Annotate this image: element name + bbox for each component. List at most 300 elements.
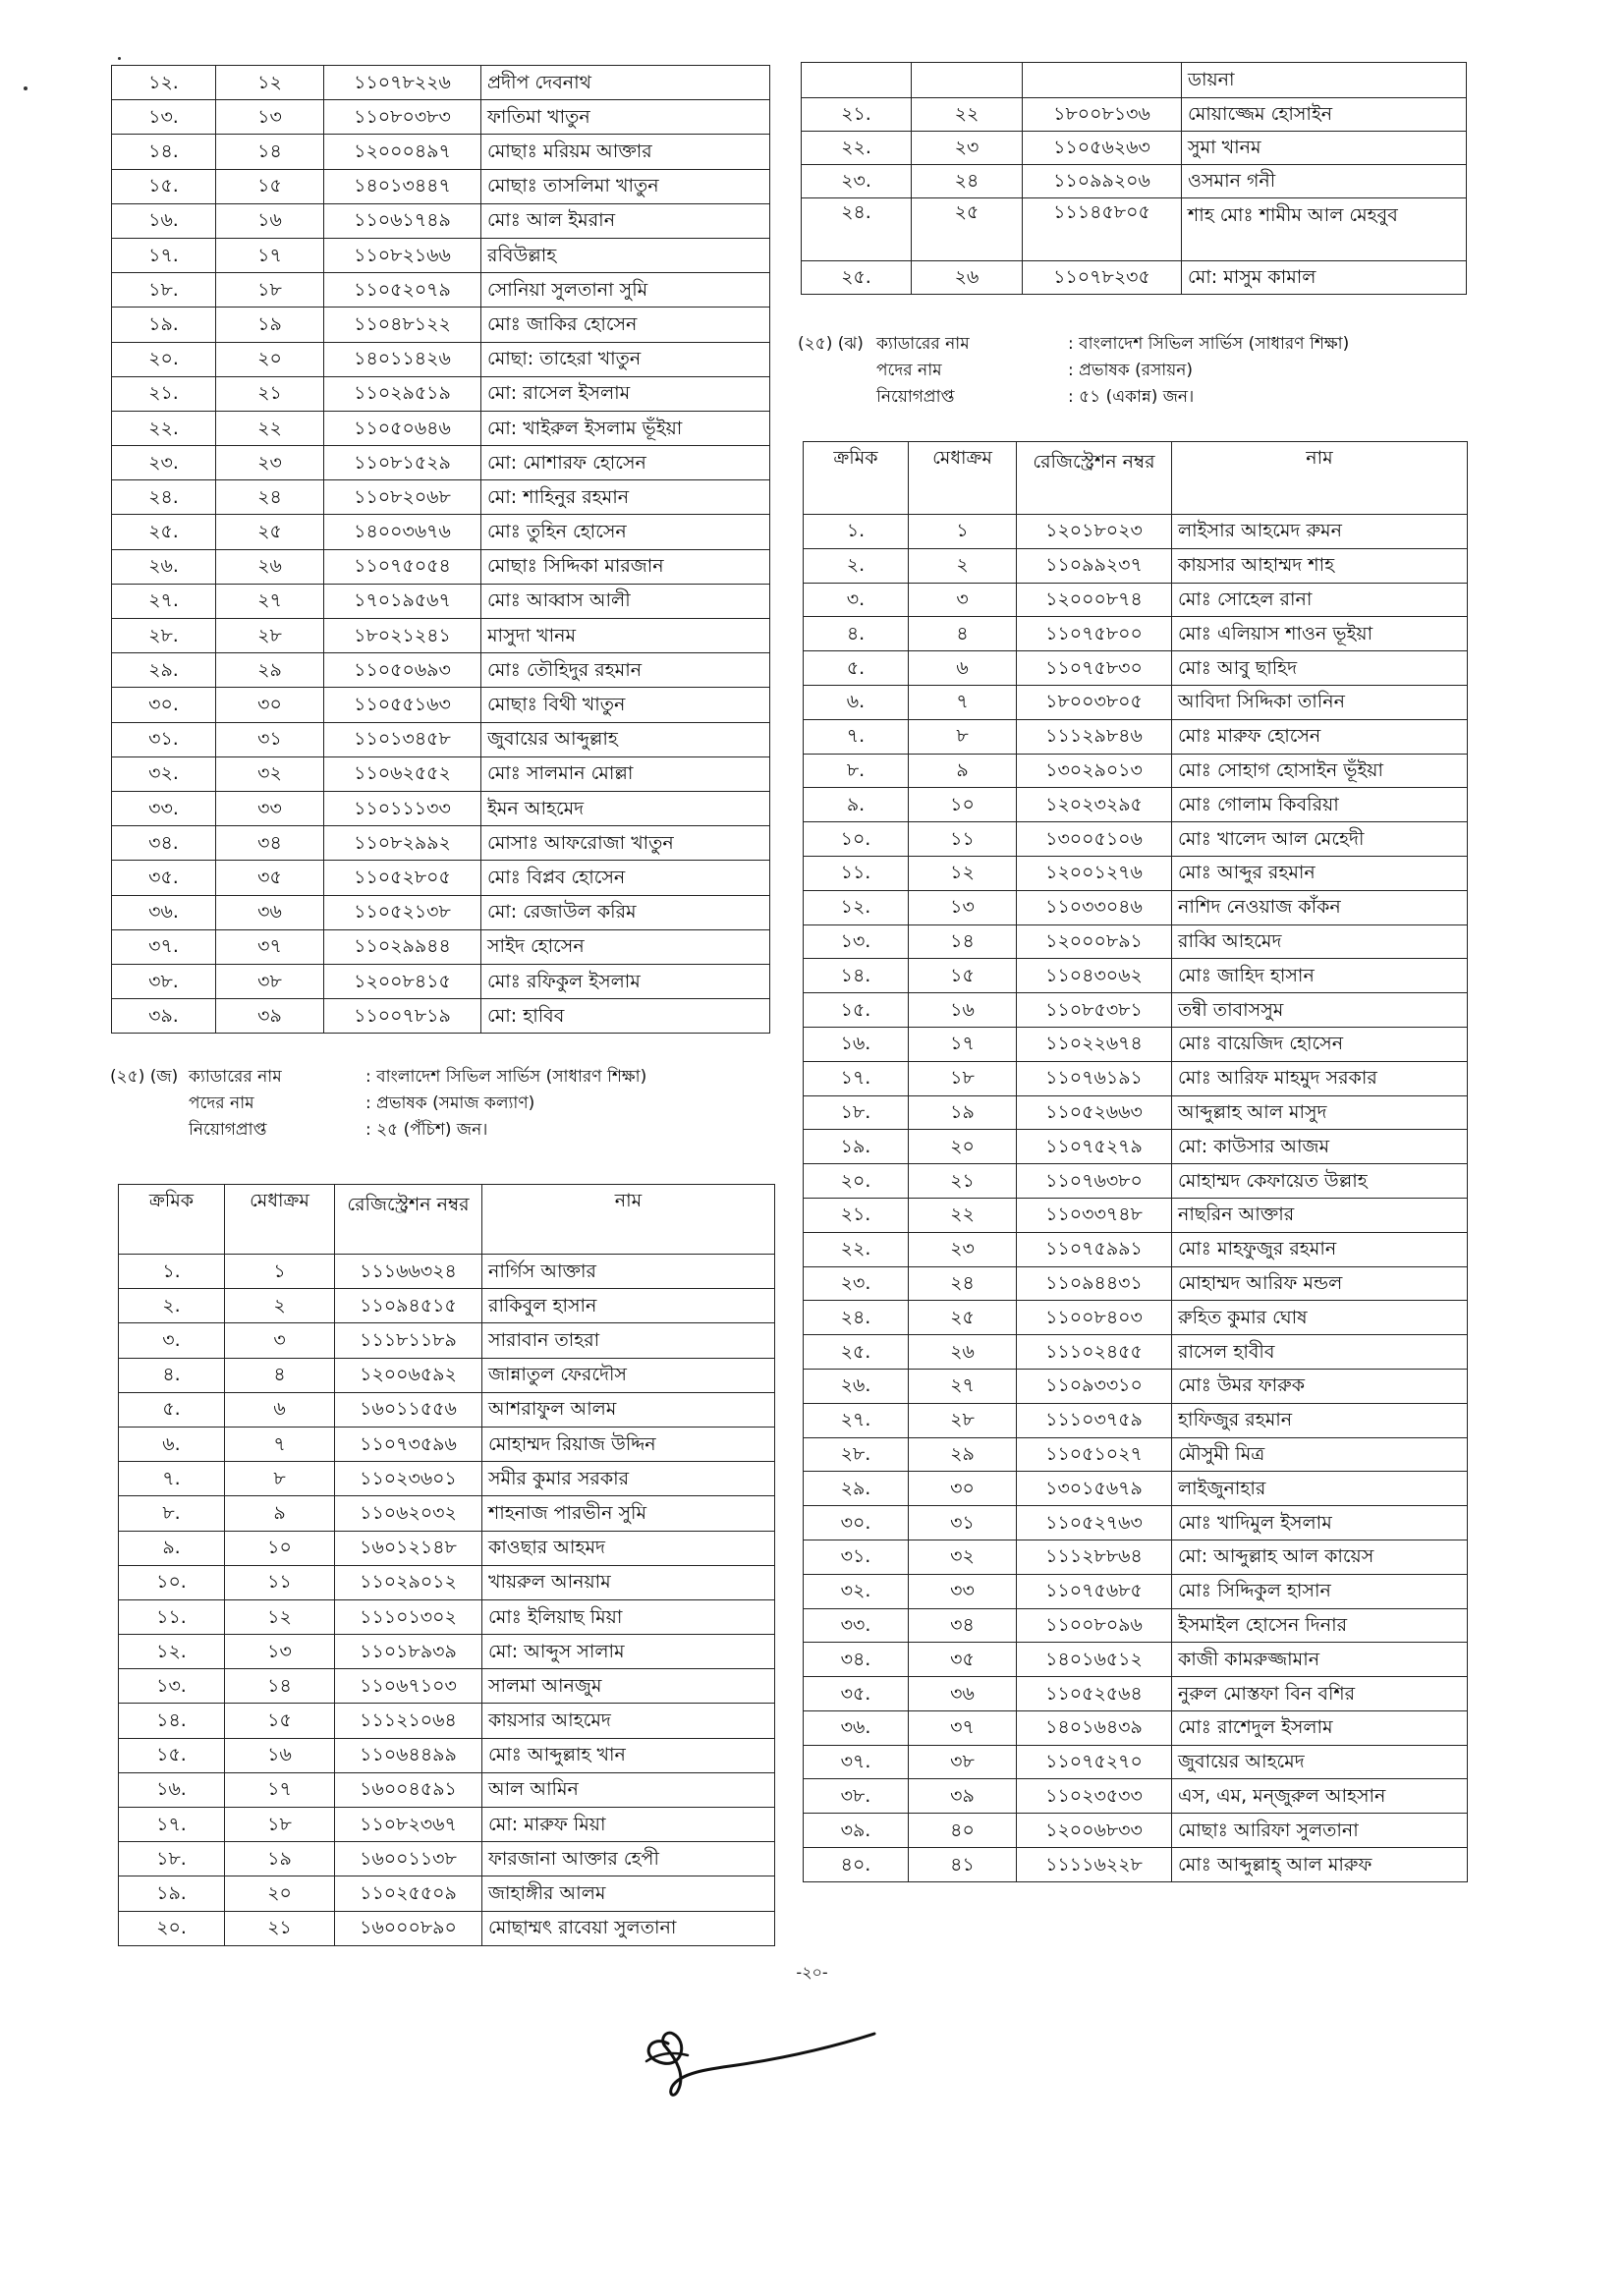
- table-row: [804, 1198, 1468, 1232]
- serial-cell: ৩৭.: [112, 929, 216, 964]
- serial-cell: ১০.: [119, 1565, 225, 1599]
- table-row: [112, 308, 770, 342]
- merit-cell: ৪১: [909, 1848, 1017, 1882]
- name-cell: মোসাঃ আফরোজা খাতুন: [481, 826, 770, 861]
- table-header-row: [804, 442, 1468, 515]
- table-row: [119, 1842, 775, 1876]
- merit-cell: ৩০: [909, 1472, 1017, 1506]
- merit-cell: ২৪: [216, 480, 324, 515]
- name-cell: মোছাঃ বিথী খাতুন: [481, 688, 770, 722]
- merit-cell: ১৮: [909, 1061, 1017, 1095]
- registration-cell: ১১০২৯০১২: [335, 1565, 482, 1599]
- serial-cell: ৪.: [119, 1358, 225, 1392]
- table-row: [804, 583, 1468, 617]
- serial-cell: ২৪.: [804, 1301, 909, 1335]
- registration-cell: ১১০৫২১৩৮: [324, 895, 481, 929]
- table-row: [112, 169, 770, 203]
- registration-cell: ১১১২৯৮৪৬: [1017, 719, 1172, 754]
- name-cell: মোঃ রফিকুল ইসলাম: [481, 964, 770, 998]
- registration-cell: ১১০৬২৫৫২: [324, 756, 481, 791]
- cadre-value: : বাংলাদেশ সিভিল সার্ভিস (সাধারণ শিক্ষা): [1068, 334, 1350, 354]
- registration-cell: ১১০৭৫৬৮৫: [1017, 1574, 1172, 1608]
- registration-cell: ১১১১৬২২৮: [1017, 1848, 1172, 1882]
- name-cell: রুহিত কুমার ঘোষ: [1172, 1301, 1468, 1335]
- table-row: [804, 1574, 1468, 1608]
- registration-cell: ১১০৫২০৭৯: [324, 273, 481, 308]
- merit-cell: ৩৫: [909, 1643, 1017, 1677]
- table-row: [119, 1531, 775, 1565]
- table-row: [804, 993, 1468, 1028]
- registration-cell: ১১০৯৪৫১৫: [335, 1289, 482, 1323]
- right-top-table: [801, 62, 1467, 295]
- table-row: [802, 132, 1467, 165]
- name-cell: মৌসুমী মিত্র: [1172, 1437, 1468, 1472]
- merit-cell: ৩৬: [909, 1677, 1017, 1711]
- registration-cell: ১২০০৮৪১৫: [324, 964, 481, 998]
- merit-cell: ১৭: [216, 238, 324, 272]
- table-row: [112, 964, 770, 998]
- name-cell: জাহাঙ্গীর আলম: [482, 1876, 775, 1911]
- registration-cell: ১১০৫৬২৬৩: [1023, 132, 1182, 165]
- registration-cell: ১১০৭৫৯৯১: [1017, 1232, 1172, 1266]
- name-cell: তন্বী তাবাসসুম: [1172, 993, 1468, 1028]
- registration-cell: ১১০৫২৬৬৩: [1017, 1095, 1172, 1130]
- merit-cell: ৬: [225, 1392, 335, 1427]
- table-row: [112, 100, 770, 135]
- merit-cell: ১: [909, 515, 1017, 549]
- merit-cell: ৪: [225, 1358, 335, 1392]
- merit-cell: ৩৪: [909, 1608, 1017, 1643]
- name-cell: মোঃ খালেদ আল মেহেদী: [1172, 822, 1468, 857]
- name-cell: সোনিয়া সুলতানা সুমি: [481, 273, 770, 308]
- serial-cell: ২৬.: [804, 1369, 909, 1403]
- serial-cell: ১৬.: [112, 203, 216, 238]
- cadre-value: : বাংলাদেশ সিভিল সার্ভিস (সাধারণ শিক্ষা): [365, 1067, 647, 1087]
- serial-cell: ৩৭.: [804, 1745, 909, 1779]
- serial-cell: ১২.: [804, 890, 909, 924]
- registration-cell: ১২০২৩২৯৫: [1017, 788, 1172, 822]
- column-header: নাম: [482, 1185, 775, 1255]
- merit-cell: ৩: [225, 1323, 335, 1358]
- name-cell: মোছা: তাহেরা খাতুন: [481, 342, 770, 376]
- registration-cell: ১৩০১৫৬৭৯: [1017, 1472, 1172, 1506]
- serial-cell: ৩.: [804, 583, 909, 617]
- name-cell: মোহাম্মদ কেফায়েত উল্লাহ: [1172, 1164, 1468, 1199]
- table-row: [112, 826, 770, 861]
- serial-cell: ১৭.: [119, 1808, 225, 1842]
- serial-cell: ১৩.: [119, 1669, 225, 1704]
- registration-cell: ১১০৭৬৩৮০: [1017, 1164, 1172, 1199]
- name-cell: মোছাঃ আরিফা সুলতানা: [1172, 1814, 1468, 1848]
- merit-cell: ২৩: [912, 132, 1023, 165]
- merit-cell: ২১: [909, 1164, 1017, 1199]
- serial-cell: ৩১.: [112, 722, 216, 756]
- serial-cell: ২৪.: [112, 480, 216, 515]
- left-top-table: [111, 65, 770, 1034]
- table-row: [804, 1095, 1468, 1130]
- serial-cell: ২.: [119, 1289, 225, 1323]
- name-cell: সমীর কুমার সরকার: [482, 1462, 775, 1496]
- serial-cell: ৩২.: [112, 756, 216, 791]
- merit-cell: ৩৩: [216, 791, 324, 825]
- table-row: [804, 1164, 1468, 1199]
- table-row: [804, 548, 1468, 583]
- serial-cell: ৩৬.: [804, 1710, 909, 1745]
- name-cell: কাওছার আহমদ: [482, 1531, 775, 1565]
- serial-cell: ৩৮.: [804, 1779, 909, 1814]
- name-cell: আশরাফুল আলম: [482, 1392, 775, 1427]
- table-row: [804, 1506, 1468, 1540]
- table-row: [112, 342, 770, 376]
- registration-cell: ১১০৮৫৩৮১: [1017, 993, 1172, 1028]
- serial-cell: ১৫.: [804, 993, 909, 1028]
- table-row: [804, 1540, 1468, 1574]
- merit-cell: ১৮: [216, 273, 324, 308]
- registration-cell: ১১০২২৬৭৪: [1017, 1027, 1172, 1061]
- registration-cell: ১৪০১৬৪৩৯: [1017, 1710, 1172, 1745]
- name-cell: হাফিজুর রহমান: [1172, 1403, 1468, 1437]
- column-header: রেজিস্ট্রেশন নম্বর: [335, 1185, 482, 1255]
- merit-cell: ১: [225, 1255, 335, 1289]
- name-cell: কায়সার আহমেদ: [482, 1704, 775, 1738]
- registration-cell: ১১০৯৪৪৩১: [1017, 1266, 1172, 1301]
- table-row: [119, 1496, 775, 1531]
- registration-cell: ১১০৫৫১৬৩: [324, 688, 481, 722]
- merit-cell: ২৪: [909, 1266, 1017, 1301]
- merit-cell: ৮: [909, 719, 1017, 754]
- serial-cell: ১৪.: [112, 135, 216, 169]
- name-cell: মোঃ বিপ্লব হোসেন: [481, 861, 770, 895]
- table-row: [119, 1911, 775, 1945]
- merit-cell: ৪০: [909, 1814, 1017, 1848]
- merit-cell: ৯: [225, 1496, 335, 1531]
- registration-cell: ১১১৪৫৮০৫: [1023, 198, 1182, 261]
- registration-cell: ১১০৪৮১২২: [324, 308, 481, 342]
- name-cell: সারাবান তাহরা: [482, 1323, 775, 1358]
- registration-cell: ১২০০১২৭৬: [1017, 856, 1172, 890]
- name-cell: মো: খাইরুল ইসলাম ভূঁইয়া: [481, 411, 770, 445]
- name-cell: মোঃ আব্দুল্লাহ খান: [482, 1738, 775, 1772]
- registration-cell: ১৩০০৫১০৬: [1017, 822, 1172, 857]
- merit-cell: ১৪: [225, 1669, 335, 1704]
- name-cell: মাসুদা খানম: [481, 619, 770, 653]
- post-label: পদের নাম: [189, 1093, 254, 1113]
- merit-cell: ২৭: [909, 1369, 1017, 1403]
- merit-cell: ১৭: [225, 1772, 335, 1807]
- name-cell: নাশিদ নেওয়াজ কাঁকন: [1172, 890, 1468, 924]
- registration-cell: ১১০৫০৬৪৬: [324, 411, 481, 445]
- table-row: [112, 549, 770, 584]
- name-cell: এস, এম, মন্জুরুল আহসান: [1172, 1779, 1468, 1814]
- registration-cell: ১১০২৯৯৪৪: [324, 929, 481, 964]
- merit-cell: ৬: [909, 651, 1017, 686]
- serial-cell: ৮.: [804, 754, 909, 788]
- table-row: [119, 1808, 775, 1842]
- registration-cell: ১১০৬২০৩২: [335, 1496, 482, 1531]
- table-row: [112, 688, 770, 722]
- name-cell: মো: হাবিব: [481, 999, 770, 1034]
- serial-cell: ২২.: [112, 411, 216, 445]
- serial-cell: ২৯.: [804, 1472, 909, 1506]
- name-cell: সুমা খানম: [1182, 132, 1467, 165]
- table-row: [112, 515, 770, 549]
- merit-cell: ৩১: [909, 1506, 1017, 1540]
- name-cell: ইমন আহমেদ: [481, 791, 770, 825]
- table-row: [112, 411, 770, 445]
- serial-cell: ২১.: [112, 376, 216, 411]
- table-row: [112, 756, 770, 791]
- cadre-label: ক্যাডারের নাম: [876, 334, 970, 354]
- name-cell: মোঃ গোলাম কিবরিয়া: [1172, 788, 1468, 822]
- table-row: [804, 856, 1468, 890]
- registration-cell: ১১০৮২০৬৮: [324, 480, 481, 515]
- serial-cell: ২০.: [119, 1911, 225, 1945]
- serial-cell: ২০.: [112, 342, 216, 376]
- registration-cell: ১১১০৩৭৫৯: [1017, 1403, 1172, 1437]
- registration-cell: ১১০৮২৯৯২: [324, 826, 481, 861]
- table-row: [802, 261, 1467, 295]
- name-cell: মোঃ সালমান মোল্লা: [481, 756, 770, 791]
- table-row: [804, 1472, 1468, 1506]
- serial-cell: ১২.: [119, 1635, 225, 1669]
- name-cell: মো: রাসেল ইসলাম: [481, 376, 770, 411]
- table-row: [804, 1301, 1468, 1335]
- registration-cell: ১৬০১১৫৫৬: [335, 1392, 482, 1427]
- serial-cell: ১১.: [119, 1599, 225, 1634]
- merit-cell: ৩২: [216, 756, 324, 791]
- table-row: [804, 1848, 1468, 1882]
- serial-cell: ৫.: [119, 1392, 225, 1427]
- merit-cell: ২২: [909, 1198, 1017, 1232]
- serial-cell: ৩৯.: [112, 999, 216, 1034]
- name-cell: মোঃ খাদিমুল ইসলাম: [1172, 1506, 1468, 1540]
- registration-cell: ১১০৭৫৮৩০: [1017, 651, 1172, 686]
- column-header: নাম: [1172, 442, 1468, 515]
- column-header: ক্রমিক: [804, 442, 909, 515]
- serial-cell: ২১.: [802, 98, 912, 132]
- table-row: [804, 1369, 1468, 1403]
- serial-cell: ৩২.: [804, 1574, 909, 1608]
- table-row: [804, 890, 1468, 924]
- merit-cell: ২৩: [216, 446, 324, 480]
- name-cell: মোঃ মাহফুজুর রহমান: [1172, 1232, 1468, 1266]
- serial-cell: ১৫.: [112, 169, 216, 203]
- registration-cell: ১১১৮১১৮৯: [335, 1323, 482, 1358]
- merit-cell: ১২: [216, 66, 324, 100]
- name-cell: মোঃ আল ইমরান: [481, 203, 770, 238]
- table-row: [804, 1745, 1468, 1779]
- serial-cell: ৯.: [119, 1531, 225, 1565]
- table-row: [112, 273, 770, 308]
- registration-cell: ১১০৭৬১৯১: [1017, 1061, 1172, 1095]
- count-label: নিয়োগপ্রাপ্ত: [189, 1120, 267, 1140]
- registration-cell: ১১০৭৫০৫৪: [324, 549, 481, 584]
- serial-cell: ৩০.: [804, 1506, 909, 1540]
- serial-cell: ২৫.: [112, 515, 216, 549]
- registration-cell: ১৪০১১৪২৬: [324, 342, 481, 376]
- table-row: [804, 754, 1468, 788]
- name-cell: আব্দুল্লাহ আল মাসুদ: [1172, 1095, 1468, 1130]
- name-cell: জুবায়ের আহমেদ: [1172, 1745, 1468, 1779]
- merit-cell: ২৮: [909, 1403, 1017, 1437]
- serial-cell: ২০.: [804, 1164, 909, 1199]
- registration-cell: ১১১০২৪৫৫: [1017, 1335, 1172, 1370]
- registration-cell: ১১০৫২৫৬৪: [1017, 1677, 1172, 1711]
- table-row: [112, 861, 770, 895]
- registration-cell: ১১০৭৮২২৬: [324, 66, 481, 100]
- merit-cell: ২৪: [912, 165, 1023, 198]
- registration-cell: ১২০০০৮৯১: [1017, 924, 1172, 959]
- serial-cell: ২৮.: [804, 1437, 909, 1472]
- table-row: [804, 651, 1468, 686]
- serial-cell: ২৭.: [112, 584, 216, 618]
- name-cell: ফাতিমা খাতুন: [481, 100, 770, 135]
- cadre-prefix: (২৫) (জ): [110, 1067, 179, 1087]
- registration-cell: ১১০৯৩৩১০: [1017, 1369, 1172, 1403]
- registration-cell: ১৬০০১১৩৮: [335, 1842, 482, 1876]
- merit-cell: ২: [909, 548, 1017, 583]
- name-cell: শাহনাজ পারভীন সুমি: [482, 1496, 775, 1531]
- registration-cell: ১১০৭৮২৩৫: [1023, 261, 1182, 295]
- name-cell: মোঃ আব্দুর রহমান: [1172, 856, 1468, 890]
- name-cell: ওসমান গনী: [1182, 165, 1467, 198]
- serial-cell: ১১.: [804, 856, 909, 890]
- merit-cell: ৩১: [216, 722, 324, 756]
- table-row: [119, 1289, 775, 1323]
- registration-cell: ১৬০০০৮৯০: [335, 1911, 482, 1945]
- name-cell: লাইজুনাহার: [1172, 1472, 1468, 1506]
- serial-cell: ৩৫.: [112, 861, 216, 895]
- table-row: [804, 1710, 1468, 1745]
- merit-cell: ১৫: [216, 169, 324, 203]
- registration-cell: ১১০৫২৭৬৩: [1017, 1506, 1172, 1540]
- merit-cell: ২৯: [909, 1437, 1017, 1472]
- name-cell: মোহাম্মদ আরিফ মন্ডল: [1172, 1266, 1468, 1301]
- table-row: [804, 1814, 1468, 1848]
- name-cell: মোঃ জাহিদ হাসান: [1172, 959, 1468, 993]
- table-row: [119, 1255, 775, 1289]
- merit-cell: ২২: [912, 98, 1023, 132]
- serial-cell: ১৯.: [119, 1876, 225, 1911]
- registration-cell: ১১০৩৩৭৪৮: [1017, 1198, 1172, 1232]
- merit-cell: ৩৫: [216, 861, 324, 895]
- name-cell: কায়সার আহাম্মদ শাহ: [1172, 548, 1468, 583]
- column-header: ক্রমিক: [119, 1185, 225, 1255]
- serial-cell: ২৬.: [112, 549, 216, 584]
- serial-cell: ৩৫.: [804, 1677, 909, 1711]
- serial-cell: ১০.: [804, 822, 909, 857]
- serial-cell: ১৫.: [119, 1738, 225, 1772]
- serial-cell: ২৮.: [112, 619, 216, 653]
- table-row: [119, 1565, 775, 1599]
- name-cell: নাছরিন আক্তার: [1172, 1198, 1468, 1232]
- table-row: [804, 1335, 1468, 1370]
- serial-cell: ১৩.: [112, 100, 216, 135]
- post-label: পদের নাম: [876, 361, 942, 380]
- merit-cell: ৩৪: [216, 826, 324, 861]
- registration-cell: ১৬০০৪৫৯১: [335, 1772, 482, 1807]
- name-cell: মোঃ সোহেল রানা: [1172, 583, 1468, 617]
- table-row: [112, 999, 770, 1034]
- name-cell: সাইদ হোসেন: [481, 929, 770, 964]
- table-row: [804, 788, 1468, 822]
- table-row: [802, 98, 1467, 132]
- serial-cell: ৮.: [119, 1496, 225, 1531]
- merit-cell: ১৭: [909, 1027, 1017, 1061]
- registration-cell: ১১০৮২৩৬৭: [335, 1808, 482, 1842]
- registration-cell: ১১০২৩৫৩৩: [1017, 1779, 1172, 1814]
- table-row: [804, 1608, 1468, 1643]
- name-cell: আবিদা সিদ্দিকা তানিন: [1172, 685, 1468, 719]
- name-cell: মো: আব্দুস সালাম: [482, 1635, 775, 1669]
- merit-cell: ১৮: [225, 1808, 335, 1842]
- merit-cell: ১১: [225, 1565, 335, 1599]
- registration-cell: ১২০০০৪৯৭: [324, 135, 481, 169]
- registration-cell: ১১০৩৩০৪৬: [1017, 890, 1172, 924]
- table-row: [802, 165, 1467, 198]
- merit-cell: ৩০: [216, 688, 324, 722]
- name-cell: মোঃ আরিফ মাহমুদ সরকার: [1172, 1061, 1468, 1095]
- table-row: [119, 1704, 775, 1738]
- serial-cell: ১৮.: [804, 1095, 909, 1130]
- registration-cell: ১৩০২৯০১৩: [1017, 754, 1172, 788]
- registration-cell: ১১০৮২১৬৬: [324, 238, 481, 272]
- table-row: [112, 238, 770, 272]
- table-row: [119, 1358, 775, 1392]
- serial-cell: ২২.: [802, 132, 912, 165]
- table-row: [119, 1772, 775, 1807]
- merit-cell: ২১: [216, 376, 324, 411]
- left-bottom-table: [118, 1184, 775, 1946]
- name-cell: মোঃ আব্বাস আলী: [481, 584, 770, 618]
- table-row: [119, 1427, 775, 1461]
- registration-cell: ১১০৭৫২৭০: [1017, 1745, 1172, 1779]
- merit-cell: ১৫: [225, 1704, 335, 1738]
- registration-cell: ১৮০০৩৮০৫: [1017, 685, 1172, 719]
- name-cell: মোয়াজ্জেম হোসাইন: [1182, 98, 1467, 132]
- table-row: [112, 722, 770, 756]
- merit-cell: ২০: [225, 1876, 335, 1911]
- merit-cell: ২৬: [216, 549, 324, 584]
- merit-cell: ২৩: [909, 1232, 1017, 1266]
- name-cell: মোছাঃ তাসলিমা খাতুন: [481, 169, 770, 203]
- registration-cell: ১১১২৮৮৬৪: [1017, 1540, 1172, 1574]
- name-cell: রবিউল্লাহ: [481, 238, 770, 272]
- registration-cell: ১১০৯৯২৩৭: [1017, 548, 1172, 583]
- name-cell: খায়রুল আনয়াম: [482, 1565, 775, 1599]
- name-cell: লাইসার আহমেদ রুমন: [1172, 515, 1468, 549]
- name-cell: নার্গিস আক্তার: [482, 1255, 775, 1289]
- table-row: [804, 1266, 1468, 1301]
- merit-cell: ৩৭: [909, 1710, 1017, 1745]
- name-cell: মোঃ সোহাগ হোসাইন ভূঁইয়া: [1172, 754, 1468, 788]
- table-row: [112, 480, 770, 515]
- table-row: [804, 822, 1468, 857]
- registration-cell: ১১১০১৩০২: [335, 1599, 482, 1634]
- serial-cell: ২.: [804, 548, 909, 583]
- merit-cell: ১৩: [216, 100, 324, 135]
- registration-cell: ১১০২৯৫১৯: [324, 376, 481, 411]
- name-cell: মো: মোশারফ হোসেন: [481, 446, 770, 480]
- post-value: : প্রভাষক (রসায়ন): [1068, 361, 1194, 380]
- name-cell: মোঃ আবু ছাহিদ: [1172, 651, 1468, 686]
- registration-cell: ১১১২১০৬৪: [335, 1704, 482, 1738]
- table-row: [804, 1437, 1468, 1472]
- table-row: [112, 619, 770, 653]
- merit-cell: ৩৯: [216, 999, 324, 1034]
- serial-cell: ১২.: [112, 66, 216, 100]
- table-row: [804, 924, 1468, 959]
